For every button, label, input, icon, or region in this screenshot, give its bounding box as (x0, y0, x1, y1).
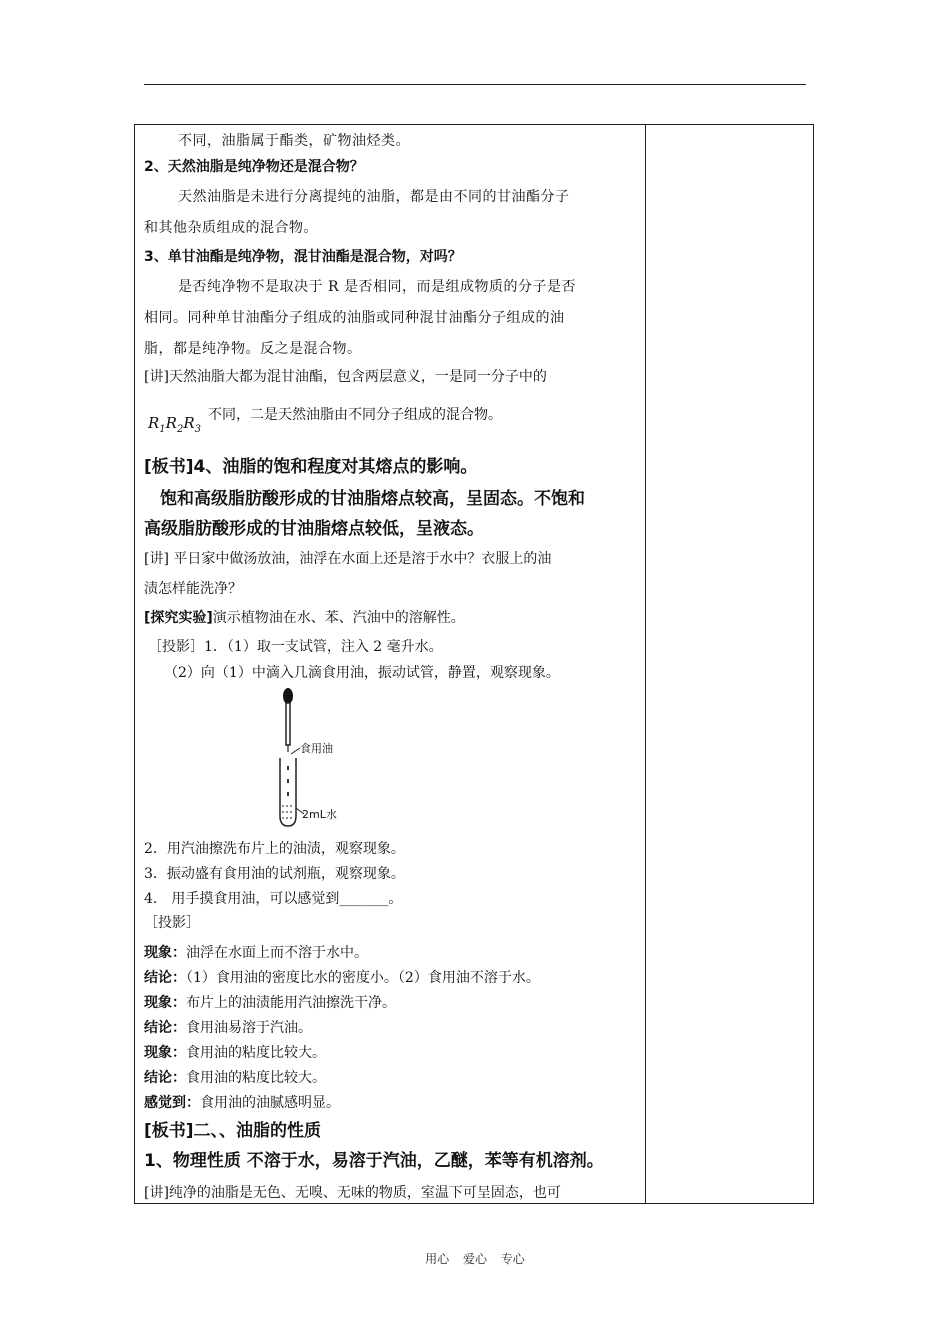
board-bold-line-2: 高级脂肪酸形成的甘油脂熔点较低，呈液态。 (144, 519, 484, 539)
item-3: 3．振动盛有食用油的试剂瓶，观察现象。 (144, 866, 405, 882)
lecture-1: [讲]天然油脂大都为混甘油酯，包含两层意义，一是同一分子中的 (144, 369, 547, 385)
observation-label: 现象： (144, 1045, 186, 1061)
dropper-bulb (283, 688, 293, 704)
projection-step-2: （2）向（1）中滴入几滴食用油，振动试管，静置，观察现象。 (164, 665, 560, 681)
experiment-line (144, 609, 465, 627)
observation-1 (144, 944, 368, 962)
text-line: 不同，油脂属于酯类，矿物油烃类。 (178, 133, 410, 149)
observation-label: 现象： (144, 945, 186, 961)
page-footer: 用心 爱心 专心 (425, 1252, 525, 1266)
feeling (144, 1094, 340, 1112)
observation-label: 现象： (144, 995, 186, 1011)
experiment-text: 演示植物油在水、苯、汽油中的溶解性。 (212, 610, 465, 626)
conclusion-label: 结论： (144, 970, 186, 986)
feeling-label: 感觉到： (144, 1095, 200, 1111)
observation-2 (144, 994, 396, 1012)
conclusion-text: 食用油的粘度比较大。 (186, 1070, 326, 1086)
lecture-1-continued: 不同，二是天然油脂由不同分子组成的混合物。 (208, 407, 502, 423)
physical-properties: 1、物理性质 不溶于水，易溶于汽油，乙醚，苯等有机溶剂。 (144, 1151, 604, 1171)
table-column-divider (645, 124, 646, 1204)
item-2: 2．用汽油擦洗布片上的油渍，观察现象。 (144, 841, 405, 857)
observation-3 (144, 1044, 326, 1062)
lecture-3: [讲]纯净的油脂是无色、无嗅、无味的物质，室温下可呈固态，也可 (144, 1185, 561, 1201)
board-bold-line-1: 饱和高级脂肪酸形成的甘油脂熔点较高，呈固态。不饱和 (160, 489, 585, 509)
answer-3-line-1: 是否纯净物不是取决于 R 是否相同，而是组成物质的分子是否 (178, 279, 576, 295)
conclusion-label: 结论： (144, 1070, 186, 1086)
r1r2r3-formula: $R_1R_2R_3$ (148, 414, 202, 435)
board-heading-4: [板书]4、油脂的饱和程度对其熔点的影响。 (144, 457, 478, 477)
conclusion-2 (144, 1019, 312, 1037)
water-label: 2mL水 (302, 808, 337, 821)
board-heading-properties: [板书]二、、油脂的性质 (144, 1121, 322, 1141)
experiment-label: [探究实验] (144, 610, 213, 626)
answer-2-line-2: 和其他杂质组成的混合物。 (144, 220, 318, 236)
conclusion-text: 食用油易溶于汽油。 (186, 1020, 312, 1036)
lecture-2-line-2: 渍怎样能洗净？ (144, 581, 242, 597)
observation-text: 油浮在水面上而不溶于水中。 (186, 945, 368, 961)
feeling-text: 食用油的油腻感明显。 (200, 1095, 340, 1111)
answer-3-line-3: 脂，都是纯净物。反之是混合物。 (144, 341, 362, 357)
dropper-tube (286, 703, 290, 745)
observation-text: 布片上的油渍能用汽油擦洗干净。 (186, 995, 396, 1011)
oil-label: 食用油 (300, 742, 333, 755)
test-tube-figure (244, 684, 374, 834)
answer-2-line-1: 天然油脂是未进行分离提纯的油脂，都是由不同的甘油酯分子 (178, 189, 570, 205)
item-4: 4． 用手摸食用油，可以感觉到_______。 (144, 891, 403, 907)
observation-text: 食用油的粘度比较大。 (186, 1045, 326, 1061)
projection-1: ［投影］1．（1）取一支试管，注入 2 毫升水。 (148, 639, 443, 655)
question-2: 2、天然油脂是纯净物还是混合物？ (144, 159, 364, 175)
question-3: 3、单甘油酯是纯净物，混甘油酯是混合物，对吗？ (144, 249, 462, 265)
conclusion-text: （1）食用油的密度比水的密度小。（2）食用油不溶于水。 (186, 970, 540, 986)
conclusion-1 (144, 969, 540, 987)
projection-2: ［投影］ (144, 915, 200, 931)
lecture-2-line-1: [讲] 平日家中做汤放油，油浮在水面上还是溶于水中？衣服上的油 (144, 551, 552, 567)
header-rule (144, 84, 806, 85)
conclusion-3 (144, 1069, 326, 1087)
answer-3-line-2: 相同。同种单甘油酯分子组成的油脂或同种混甘油酯分子组成的油 (144, 310, 565, 326)
conclusion-label: 结论： (144, 1020, 186, 1036)
